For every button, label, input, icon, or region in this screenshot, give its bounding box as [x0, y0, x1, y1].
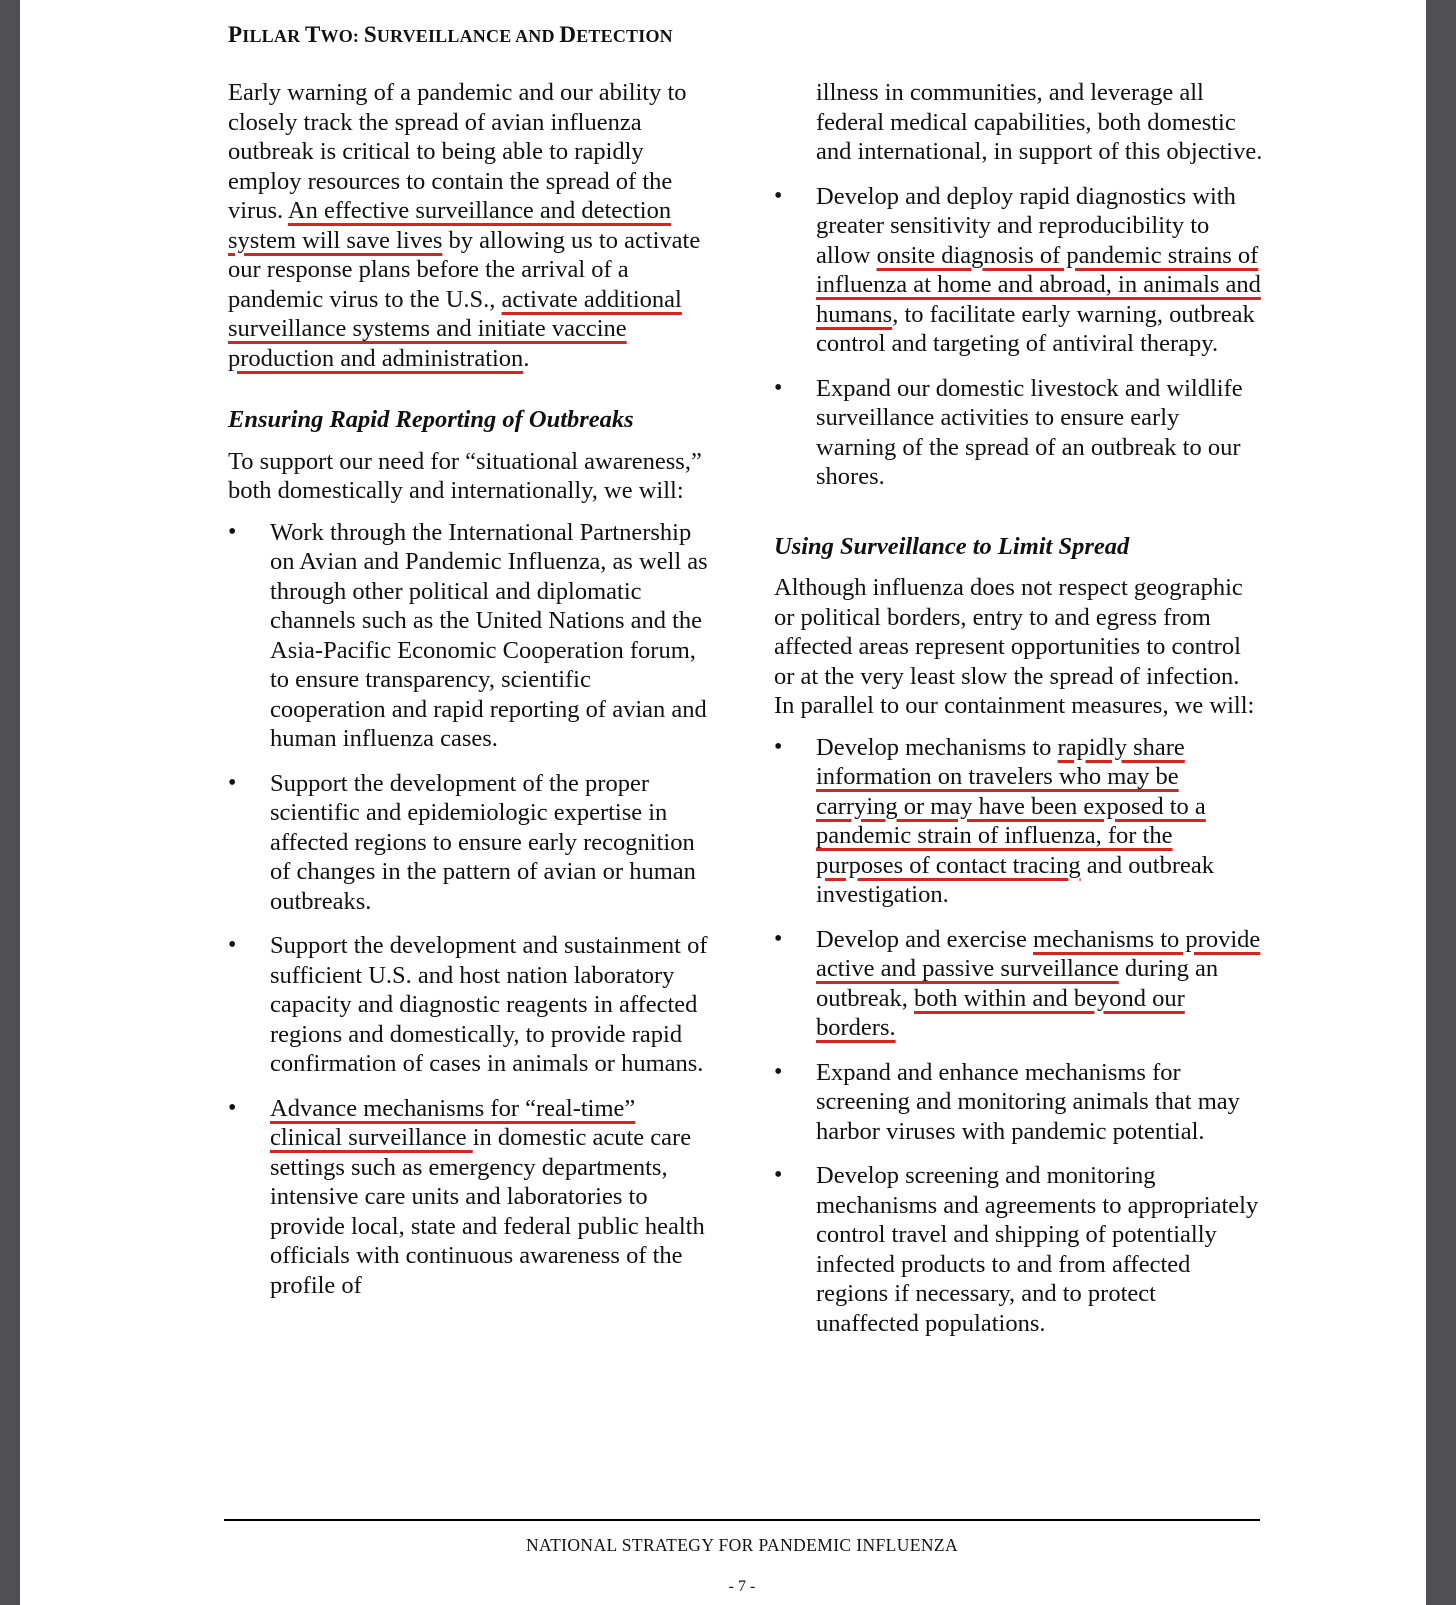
- text-segment: Develop and exercise: [816, 925, 1033, 953]
- bullet-item: [228, 769, 708, 917]
- underlined-text: Advance mechanisms for “real-time” clinical surveillance: [270, 1094, 636, 1151]
- bullet-item: [774, 374, 1264, 492]
- bullet-item: [774, 1058, 1264, 1147]
- title-part: TWO:: [304, 22, 364, 47]
- bullet-item: [774, 733, 1264, 910]
- right-column: [774, 78, 1264, 1353]
- document-page: [20, 0, 1426, 1605]
- text-segment: during an outbreak,: [816, 955, 1219, 1012]
- page-number: - 7 -: [728, 1578, 756, 1595]
- text-segment: .: [523, 344, 530, 372]
- underlined-text: mechanisms to provide active and passive surveillance: [816, 925, 1261, 982]
- text-segment: Early warning of a pandemic and our ability to closely track the spread of avian influenza outbreak is critical to being able to rapidly employ resources to contain the spread of the virus.: [228, 79, 687, 224]
- bullet-list-left: [228, 518, 708, 1301]
- left-column: [228, 78, 708, 1315]
- text-segment: Support the development and sustainment of sufficient U.S. and host nation laboratory capacity and diagnostic reagents in affected regions and domestically, to provide rapid confirmation of cases in animals or humans.: [270, 932, 708, 1077]
- text-segment: Support the development of the proper scientific and epidemiologic expertise in affected regions to ensure early recognition of changes in the pattern of avian or human outbreaks.: [270, 769, 696, 915]
- bullet-item: [228, 518, 708, 754]
- bullet-item: [228, 1094, 708, 1301]
- text-segment: in domestic acute care settings such as emergency departments, intensive care units and laboratories to provide local, state and federal public health officials with continuous awareness of the profile of: [270, 1124, 705, 1299]
- text-segment: by allowing us to activate our response plans before the arrival of a pandemic virus to the U.S.,: [228, 226, 701, 313]
- underlined-text: both within and beyond our borders.: [816, 984, 1185, 1041]
- underlined-text: An effective surveillance and detection system will save lives: [228, 197, 672, 254]
- bullet-list-right-a: [774, 182, 1264, 492]
- title-part: DETECTION: [559, 22, 673, 47]
- continued-bullet-text: illness in communities, and leverage all federal medical capabilities, both domestic and international, in support of this objective.: [816, 79, 1263, 165]
- intro-paragraph: [228, 78, 708, 373]
- underlined-text: rapidly share information on travelers who may be carrying or may have been exposed to a pandemic strain of influenza, for the purposes of contact tracing: [816, 733, 1206, 879]
- underlined-text: activate additional surveillance systems and initiate vaccine production and administration: [228, 285, 682, 372]
- text-segment: Expand and enhance mechanisms for screening and monitoring animals that may harbor viruses with pandemic potential.: [816, 1058, 1240, 1145]
- text-segment: Develop screening and monitoring mechanisms and agreements to appropriately control travel and shipping of potentially infected products to and from affected regions if necessary, and to protect unaffected populations.: [816, 1162, 1259, 1337]
- lead-paragraph: To support our need for “situational awareness,” both domestically and internationally, we will:: [228, 447, 702, 504]
- footer-rule: [224, 1519, 1260, 1521]
- text-segment: Develop mechanisms to: [816, 733, 1058, 761]
- subheading-rapid-reporting: Ensuring Rapid Reporting of Outbreaks: [228, 406, 634, 433]
- text-segment: Develop and deploy rapid diagnostics with greater sensitivity and reproducibility to allow: [816, 182, 1236, 269]
- text-segment: and outbreak investigation.: [816, 851, 1214, 908]
- bullet-item: [774, 925, 1264, 1043]
- bullet-list-right-b: [774, 733, 1264, 1339]
- underlined-text: onsite diagnosis of pandemic strains of influenza at home and abroad, in animals and humans: [816, 241, 1261, 328]
- bullet-item: [228, 931, 708, 1079]
- section-title: [228, 22, 673, 48]
- bullet-item: [774, 182, 1264, 359]
- title-part: PILLAR: [228, 22, 305, 47]
- text-segment: Work through the International Partnership on Avian and Pandemic Influenza, as well as through other political and diplomatic channels such as the United Nations and the Asia-Pacific Economic Cooperation forum, to ensure transparency, scientific cooperation and rapid reporting of avian and human influenza cases.: [270, 518, 708, 752]
- bullet-item: [774, 1161, 1264, 1338]
- lead-paragraph: Although influenza does not respect geographic or political borders, entry to and egress from affected areas represent opportunities to control or at the very least slow the spread of infection. In parallel to our containment measures, we will:: [774, 574, 1255, 719]
- text-segment: , to facilitate early warning, outbreak control and targeting of antiviral therapy.: [816, 300, 1255, 357]
- footer-title: NATIONAL STRATEGY FOR PANDEMIC INFLUENZA: [525, 1535, 959, 1555]
- text-segment: Expand our domestic livestock and wildlife surveillance activities to ensure early warning of the spread of an outbreak to our shores.: [816, 374, 1243, 490]
- title-part: SURVEILLANCE AND: [363, 22, 560, 47]
- subheading-limit-spread: Using Surveillance to Limit Spread: [774, 532, 1130, 560]
